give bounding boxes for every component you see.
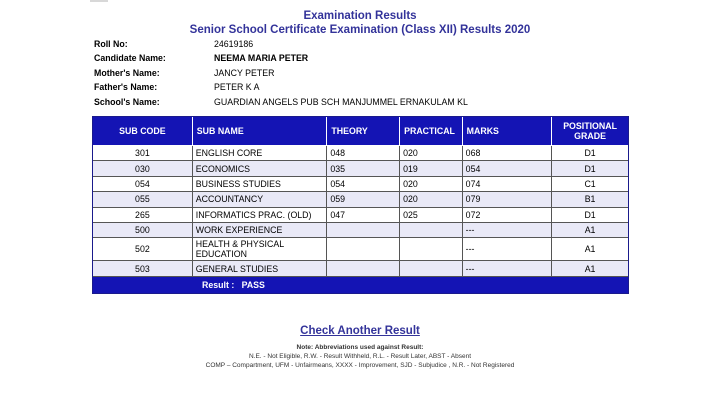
result-summary [93, 277, 628, 293]
cell-marks: 054 [463, 161, 552, 176]
note-title: Note: Abbreviations used against Result: [296, 344, 424, 351]
note-line-1: N.E. - Not Eligible, R.W. - Result Withheld, R.L. - Result Later, ABST - Absent [248, 353, 472, 360]
cell-grade: D1 [552, 208, 628, 223]
cell-code: 055 [93, 192, 193, 207]
cell-code: 301 [93, 146, 193, 161]
cell-name: ACCOUNTANCY [193, 192, 328, 207]
school-name-value: GUARDIAN ANGELS PUB SCH MANJUMMEL ERNAKULAM KL [214, 96, 468, 107]
table-row [93, 261, 628, 276]
mother-name-label: Mother's Name: [94, 67, 160, 78]
page-title: Examination Results [303, 10, 417, 22]
table-row [93, 208, 628, 223]
cell-grade: B1 [552, 192, 628, 207]
cell-name: BUSINESS STUDIES [193, 177, 328, 192]
header-theory: THEORY [327, 117, 400, 146]
cell-marks: --- [463, 238, 552, 261]
table-row [93, 177, 628, 192]
cell-marks: --- [463, 223, 552, 238]
cell-code: 503 [93, 261, 193, 276]
cell-practical: 019 [400, 161, 463, 176]
cell-name: ENGLISH CORE [193, 146, 328, 161]
cell-marks: 068 [463, 146, 552, 161]
cell-grade: A1 [552, 223, 628, 238]
cell-marks: --- [463, 261, 552, 276]
cell-theory: 048 [327, 146, 400, 161]
cell-name: INFORMATICS PRAC. (OLD) [193, 208, 328, 223]
cell-name: HEALTH & PHYSICAL EDUCATION [193, 238, 328, 261]
cell-code: 500 [93, 223, 193, 238]
table-row [93, 161, 628, 176]
cell-practical [400, 238, 463, 261]
cell-theory [327, 223, 400, 238]
roll-label: Roll No: [94, 39, 128, 49]
table-header-row [93, 117, 628, 146]
cell-theory: 035 [327, 161, 400, 176]
cell-practical: 020 [400, 192, 463, 207]
cell-code: 030 [93, 161, 193, 176]
candidate-name-value: NEEMA MARIA PETER [214, 53, 309, 64]
cell-name: ECONOMICS [193, 161, 328, 176]
roll-value: 24619186 [214, 39, 254, 49]
cell-practical: 020 [400, 146, 463, 161]
cell-code: 502 [93, 238, 193, 261]
cell-practical [400, 261, 463, 276]
table-row [93, 146, 628, 161]
cell-grade: D1 [552, 146, 628, 161]
header-marks: MARKS [463, 117, 552, 146]
result-summary-row [93, 277, 628, 293]
cell-grade: A1 [552, 261, 628, 276]
cell-marks: 079 [463, 192, 552, 207]
cell-theory: 059 [327, 192, 400, 207]
cell-name: WORK EXPERIENCE [193, 223, 328, 238]
father-name-label: Father's Name: [94, 82, 158, 93]
cell-practical [400, 223, 463, 238]
header-practical: PRACTICAL [400, 117, 463, 146]
header-sub-name: SUB NAME [193, 117, 328, 146]
father-name-value: PETER K A [214, 82, 260, 93]
cell-grade: C1 [552, 177, 628, 192]
header-grade-line1: POSITIONAL [563, 121, 617, 131]
school-name-label: School's Name: [94, 96, 160, 107]
cell-practical: 020 [400, 177, 463, 192]
results-table [92, 116, 629, 294]
cell-grade: D1 [552, 161, 628, 176]
cell-practical: 025 [400, 208, 463, 223]
result-label: Result : [202, 279, 235, 290]
table-row [93, 238, 628, 261]
check-another-result-link[interactable]: Check Another Result [300, 325, 420, 337]
cell-name: GENERAL STUDIES [193, 261, 328, 276]
cell-code: 265 [93, 208, 193, 223]
top-strip [0, 0, 720, 6]
top-mark [90, 0, 108, 2]
cell-theory [327, 261, 400, 276]
header-grade-line2: GRADE [574, 131, 606, 141]
header-sub-code: SUB CODE [93, 117, 193, 146]
cell-grade: A1 [552, 238, 628, 261]
header-positional-grade [552, 117, 628, 146]
page-subtitle: Senior School Certificate Examination (Class XII) Results 2020 [189, 24, 531, 36]
table-row [93, 192, 628, 207]
cell-theory: 054 [327, 177, 400, 192]
result-value: PASS [241, 279, 265, 290]
cell-theory [327, 238, 400, 261]
mother-name-value: JANCY PETER [214, 67, 275, 78]
cell-theory: 047 [327, 208, 400, 223]
candidate-name-label: Candidate Name: [94, 53, 166, 64]
cell-code: 054 [93, 177, 193, 192]
cell-marks: 074 [463, 177, 552, 192]
table-row [93, 223, 628, 238]
cell-marks: 072 [463, 208, 552, 223]
note-line-2: COMP – Compartment, UFM - Unfairmeans, XXXX - Improvement, SJD - Subjudice , N.R. - Not Registered [205, 362, 515, 369]
